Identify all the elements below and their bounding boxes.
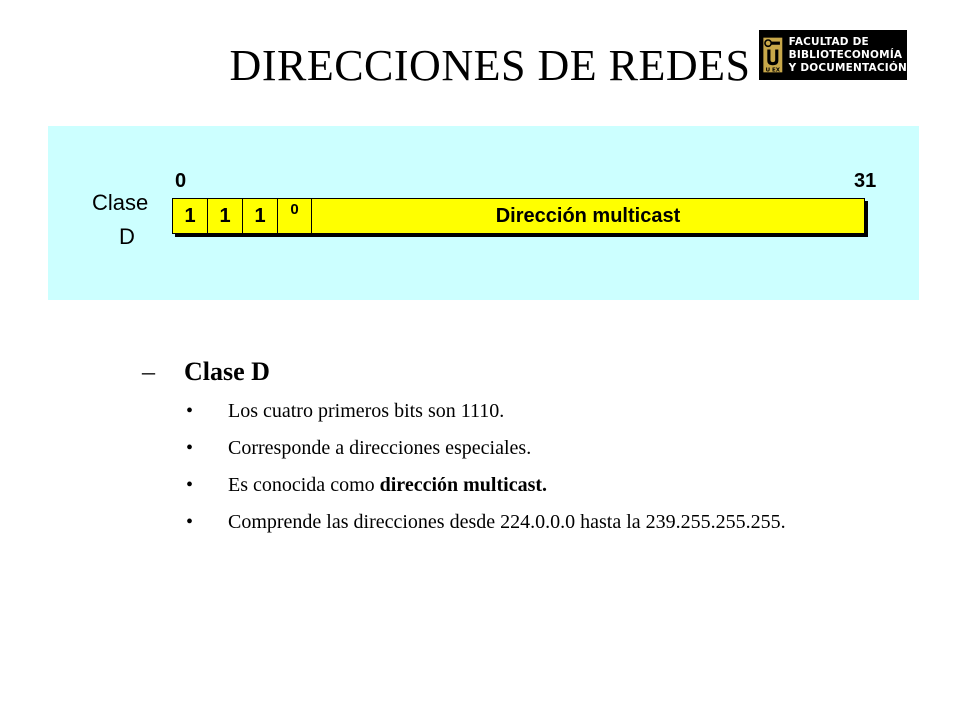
university-emblem-icon [761, 30, 785, 80]
bullet-list [186, 400, 806, 548]
list-item [186, 437, 806, 460]
multicast-address-field: Dirección multicast [495, 204, 681, 227]
class-d-diagram [48, 126, 919, 300]
bit-index-start: 0 [175, 170, 187, 192]
bullet-text-prefix: Es conocida como [228, 474, 380, 496]
bullet-dot: • [186, 400, 194, 422]
list-item [186, 474, 806, 497]
class-label: Clase [92, 190, 149, 215]
bit-cell-2: 1 [208, 199, 243, 233]
list-item [186, 511, 806, 534]
bit-cell-1: 1 [173, 199, 208, 233]
bit-cell-3: 1 [243, 199, 278, 233]
bullet-dot: • [186, 474, 194, 496]
logo-line-2: BIBLIOTECONOMÍA [788, 48, 903, 61]
heading-dash: – [142, 357, 155, 386]
bullet-text: Comprende las direcciones desde 224.0.0.0 hasta la 239.255.255.255. [228, 511, 786, 533]
logo-line-3: Y DOCUMENTACIÓN [788, 61, 907, 74]
address-bit-bar [172, 198, 865, 234]
bullet-dot: • [186, 511, 194, 533]
bit-index-end: 31 [854, 170, 877, 192]
list-item [186, 400, 806, 423]
bullet-text: Corresponde a direcciones especiales. [228, 437, 532, 459]
emblem-letters: U EX [765, 67, 781, 74]
logo-line-1: FACULTAD DE [788, 35, 869, 48]
slide-title: DIRECCIONES DE REDES [229, 41, 751, 90]
bullet-text-emphasis: dirección multicast. [379, 474, 548, 496]
class-letter: D [119, 224, 135, 249]
bit-cell-4: 0 [278, 199, 312, 233]
heading-text: Clase D [184, 357, 270, 386]
bullet-text: Los cuatro primeros bits son 1110. [228, 400, 505, 422]
faculty-logo [759, 30, 907, 80]
bullet-dot: • [186, 437, 194, 459]
